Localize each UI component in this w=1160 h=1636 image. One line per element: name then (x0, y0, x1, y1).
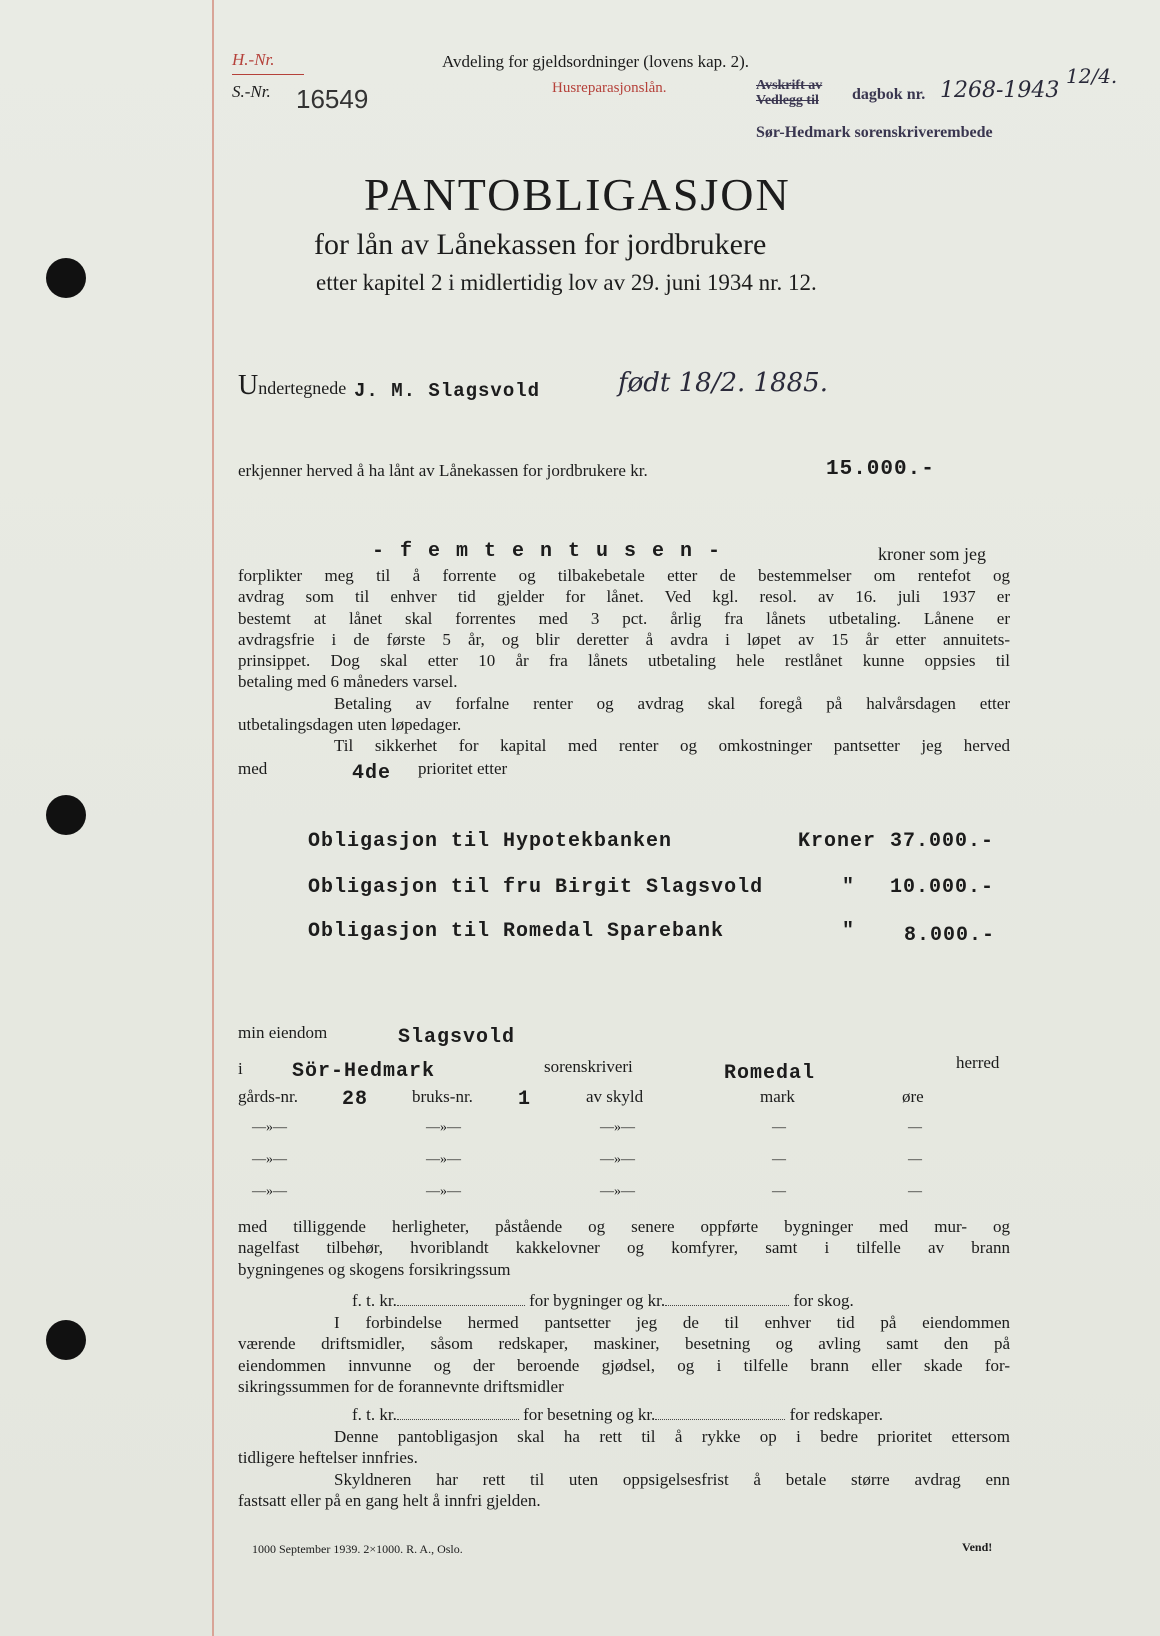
district-name: Sör-Hedmark (292, 1060, 436, 1083)
signer-name: J. M. Slagsvold (354, 380, 541, 402)
text-line: Skyldneren har rett til uten oppsigelsesfrist å betale større avdrag enn (334, 1469, 1010, 1489)
hnr-label: H.-Nr. (232, 50, 275, 69)
text-line: Denne pantobligasjon skal ha rett til å rykke op i bedre prioritet ettersom (334, 1427, 1010, 1446)
obligation-prefix: " (842, 876, 856, 899)
signer-label: Undertegnede (238, 370, 347, 401)
eiendom-name: Slagsvold (398, 1026, 516, 1049)
vend-label: Vend! (962, 1540, 993, 1554)
dash-mark: — (772, 1152, 786, 1167)
ore-label: øre (902, 1087, 924, 1106)
dash-mark: — (908, 1184, 922, 1199)
loan-terms (238, 565, 1010, 757)
obligation-amount: 8.000.- (904, 924, 996, 947)
department-title: Avdeling for gjeldsordninger (lovens kap. 2). (442, 52, 750, 71)
obligation-text: Obligasjon til fru Birgit Slagsvold (308, 876, 764, 899)
punch-hole (46, 258, 86, 298)
loan-type: Husreparasjonslån. (552, 80, 667, 96)
text-line: bygningenes og skogens forsikringssum (238, 1259, 511, 1279)
ditto-mark: —»— (252, 1152, 287, 1167)
text-line: fastsatt eller på en gang helt å innfri gjelden. (238, 1490, 541, 1510)
ditto-mark: —»— (600, 1152, 635, 1167)
terms-line: avdrag som til enhver tid gjelder for lånet. Ved kgl. resol. av 16. juli 1937 er (238, 587, 1010, 607)
punch-hole (46, 1320, 86, 1360)
terms-line: prinsippet. Dog skal etter 10 år fra lånets utbetaling hele restlånet kunne oppsies til (238, 651, 1010, 671)
priority-text (238, 1426, 1010, 1511)
mark-label: mark (760, 1087, 795, 1106)
margin-line (212, 0, 214, 1636)
gards-label: gårds-nr. (238, 1087, 298, 1106)
ditto-mark: —»— (426, 1184, 461, 1199)
insurance-line: f. t. kr. for bygninger og kr. for skog. (352, 1291, 854, 1310)
eiendom-label: min eiendom (238, 1023, 328, 1042)
terms-line: betaling med 6 måneders varsel. (238, 672, 458, 692)
obligation-text: Obligasjon til Romedal Sparebank (308, 920, 725, 943)
security-line: Til sikkerhet for kapital med renter og omkostninger pantsetter jeg herved (334, 736, 1010, 756)
ditto-mark: —»— (600, 1184, 635, 1199)
dagbok-date: 12/4. (1066, 64, 1118, 88)
terms-line: forplikter meg til å forrente og tilbakebetale etter de bestemmelser om rentefot og (238, 566, 1010, 585)
dash-mark: — (908, 1152, 922, 1167)
dagbok-number: 1268-1943 (940, 78, 1060, 103)
med-label: med (238, 759, 268, 778)
law-reference: etter kapitel 2 i midlertidig lov av 29. juni 1934 nr. 12. (316, 270, 817, 295)
obligation-text: Obligasjon til Hypotekbanken (308, 830, 673, 853)
kroner-text: kroner som jeg (878, 544, 986, 564)
dash-mark: — (908, 1120, 922, 1135)
priority-value: 4de (352, 762, 392, 785)
terms-line: avdragsfrie i de første 5 år, og blir deretter å avdra i løpet av 15 år etter annuitets- (238, 629, 1010, 649)
stamp-dagbok: dagbok nr. (852, 86, 926, 103)
dash-mark: — (772, 1120, 786, 1135)
loan-amount: 15.000.- (826, 458, 935, 481)
print-info: 1000 September 1939. 2×1000. R. A., Oslo. (252, 1542, 463, 1556)
acknowledge-text: erkjenner herved å ha lånt av Lånekassen for jordbrukere kr. (238, 461, 648, 480)
obligation-amount: 37.000.- (890, 830, 995, 853)
equipment-insurance-line: f. t. kr. for besetning og kr. for redskaper. (352, 1405, 884, 1424)
hnr-underline (232, 74, 304, 75)
equipment-text (238, 1312, 1010, 1397)
obligation-prefix: " (842, 920, 856, 943)
stamp-struck: Avskrift av Vedlegg til (756, 78, 823, 108)
text-line: tidligere heftelser innfries. (238, 1448, 418, 1468)
dash-mark: — (772, 1184, 786, 1199)
text-line: nagelfast tilbehør, hvoriblandt kakkelovner og komfyrer, samt i tilfelle av brann (238, 1238, 1010, 1258)
snr-value: 16549 (296, 84, 369, 114)
skyld-label: av skyld (586, 1087, 644, 1106)
i-label: i (238, 1059, 243, 1078)
text-line: sikringssummen for de forannevnte driftsmidler (238, 1376, 564, 1396)
ditto-mark: —»— (600, 1120, 635, 1135)
herred-label: herred (956, 1053, 1000, 1072)
text-line: eiendommen innvunne og der beroende gjødsel, og i tilfelle brann eller skade for- (238, 1355, 1010, 1375)
snr-label: S.-Nr. (232, 82, 271, 101)
text-line: værende driftsmidler, såsom redskaper, maskiner, besetning og avling samt den på (238, 1334, 1010, 1354)
stamp-office: Sør-Hedmark sorenskriverembede (756, 124, 993, 141)
text-line: med tilliggende herligheter, påstående og senere oppførte bygninger med mur- og (238, 1217, 1010, 1236)
ditto-mark: —»— (252, 1120, 287, 1135)
terms-line: bestemt at lånet skal forrentes med 3 pct. årlig fra lånets utbetaling. Lånene er (238, 608, 1010, 628)
text-line: I forbindelse hermed pantsetter jeg de til enhver tid på eiendommen (334, 1313, 1010, 1332)
priority-after: prioritet etter (418, 759, 508, 778)
punch-hole (46, 795, 86, 835)
document-title: PANTOBLIGASJON (364, 169, 791, 220)
obligation-amount: 10.000.- (890, 876, 995, 899)
payment-line: utbetalingsdagen uten løpedager. (238, 715, 462, 735)
ditto-mark: —»— (252, 1184, 287, 1199)
bruks-number: 1 (518, 1088, 532, 1111)
payment-line: Betaling av forfalne renter og avdrag skal foregå på halvårsdagen etter (334, 693, 1010, 713)
herred-name: Romedal (724, 1062, 816, 1085)
document-subtitle: for lån av Lånekassen for jordbrukere (314, 228, 767, 261)
appurtenance-text (238, 1216, 1010, 1280)
loan-amount-words: - f e m t e n t u s e n - (372, 540, 723, 563)
ditto-mark: —»— (426, 1152, 461, 1167)
signer-born-note: født 18/2. 1885. (618, 368, 828, 398)
sorenskriveri-label: sorenskriveri (544, 1057, 633, 1076)
gards-number: 28 (342, 1088, 369, 1111)
obligation-prefix: Kroner (798, 830, 877, 853)
bruks-label: bruks-nr. (412, 1087, 473, 1106)
ditto-mark: —»— (426, 1120, 461, 1135)
